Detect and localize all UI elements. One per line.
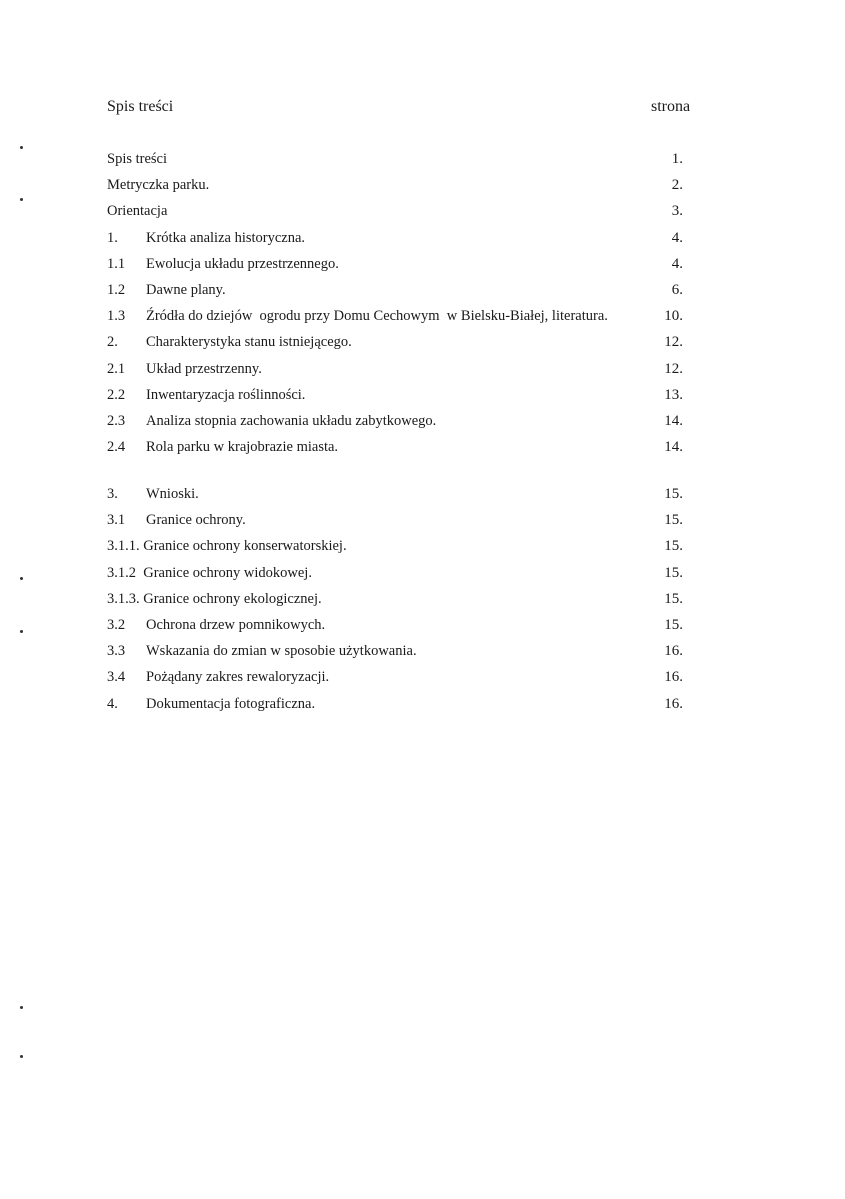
scan-speck bbox=[20, 1006, 23, 1009]
toc-heading: Spis treści bbox=[107, 98, 174, 115]
toc-entry-page: 6. bbox=[671, 281, 683, 298]
toc-entry-title: Dokumentacja fotograficzna. bbox=[146, 695, 316, 712]
toc-entry-page: 3. bbox=[671, 203, 683, 220]
toc-entry-title: Krótka analiza historyczna. bbox=[146, 229, 306, 246]
toc-entry-page: 16. bbox=[664, 669, 683, 686]
toc-entry-page: 4. bbox=[671, 229, 683, 246]
toc-entry-title: 3.1.2 Granice ochrony widokowej. bbox=[107, 564, 312, 581]
page-column-heading: strona bbox=[651, 98, 691, 115]
toc-entry-title: Metryczka parku. bbox=[107, 177, 210, 194]
toc-entry-page: 15. bbox=[664, 538, 683, 555]
scan-speck bbox=[20, 146, 23, 149]
toc-entry-title: Spis treści bbox=[107, 151, 168, 167]
toc-entry-title: Źródła do dziejów ogrodu przy Domu Cechowym w Bielsku-Białej, literatura. bbox=[146, 308, 608, 325]
toc-entry bbox=[107, 615, 683, 641]
toc-entry-number: 3. bbox=[107, 486, 118, 502]
toc-entry-title: Wnioski. bbox=[146, 486, 199, 502]
toc-entry-page: 13. bbox=[664, 386, 683, 403]
toc-entry bbox=[107, 175, 683, 201]
toc-entry-page: 10. bbox=[664, 308, 683, 325]
toc-entry-page: 14. bbox=[664, 439, 683, 456]
toc-entry-number: 1.1 bbox=[107, 255, 126, 272]
toc-entry bbox=[107, 437, 683, 463]
toc-entry-page: 4. bbox=[671, 255, 683, 272]
toc-entry-page: 1. bbox=[671, 151, 683, 167]
toc-section-1 bbox=[107, 149, 683, 463]
toc-entry bbox=[107, 254, 683, 280]
toc-entry-title: Dawne plany. bbox=[146, 281, 226, 298]
toc-entry bbox=[107, 667, 683, 693]
toc-entry bbox=[107, 359, 683, 385]
toc-entry-page: 2. bbox=[671, 177, 683, 194]
toc-entry-page: 16. bbox=[664, 695, 683, 712]
scan-speck bbox=[20, 198, 23, 201]
toc-entry-page: 14. bbox=[664, 412, 683, 429]
toc-entry-title: Analiza stopnia zachowania układu zabytkowego. bbox=[146, 412, 437, 429]
toc-entry bbox=[107, 332, 683, 358]
toc-entry bbox=[107, 510, 683, 536]
toc-entry-number: 1.2 bbox=[107, 281, 126, 298]
toc-entry-title: Ewolucja układu przestrzennego. bbox=[146, 255, 339, 272]
toc-entry-number: 2.4 bbox=[107, 439, 126, 456]
toc-entry-title: Układ przestrzenny. bbox=[146, 360, 262, 377]
toc-entry-title: 3.1.3. Granice ochrony ekologicznej. bbox=[107, 590, 322, 607]
toc-entry-number: 3.4 bbox=[107, 669, 126, 686]
toc-entry-title: Granice ochrony. bbox=[146, 512, 246, 529]
toc-entry bbox=[107, 563, 683, 589]
toc-entry-number: 3.1 bbox=[107, 512, 126, 529]
toc-entry bbox=[107, 201, 683, 227]
toc-entry-number: 2. bbox=[107, 334, 118, 351]
toc-entry-page: 12. bbox=[664, 360, 683, 377]
toc-entry bbox=[107, 536, 683, 562]
toc-entry-number: 1. bbox=[107, 229, 118, 246]
toc-entry-number: 2.3 bbox=[107, 412, 126, 429]
toc-section-2 bbox=[107, 484, 683, 720]
toc-entry-page: 12. bbox=[664, 334, 683, 351]
toc-entry bbox=[107, 306, 683, 332]
toc-entry bbox=[107, 385, 683, 411]
toc-entry bbox=[107, 149, 683, 175]
toc-entry bbox=[107, 694, 683, 720]
toc-entry-page: 15. bbox=[664, 590, 683, 607]
toc-entry-title: Orientacja bbox=[107, 203, 168, 220]
toc-entry bbox=[107, 228, 683, 254]
scan-speck bbox=[20, 577, 23, 580]
toc-entry bbox=[107, 411, 683, 437]
toc-entry-page: 15. bbox=[664, 564, 683, 581]
toc-entry-title: Charakterystyka stanu istniejącego. bbox=[146, 334, 352, 351]
toc-entry-title: Inwentaryzacja roślinności. bbox=[146, 386, 306, 403]
toc-entry-number: 3.3 bbox=[107, 643, 126, 660]
toc-entry bbox=[107, 641, 683, 667]
toc-entry-number: 4. bbox=[107, 695, 118, 712]
toc-entry-page: 15. bbox=[664, 486, 683, 502]
toc-entry-page: 16. bbox=[664, 643, 683, 660]
toc-entry-number: 3.2 bbox=[107, 616, 126, 633]
scan-speck bbox=[20, 1055, 23, 1058]
toc-entry-title: Wskazania do zmian w sposobie użytkowania. bbox=[146, 643, 417, 660]
toc-entry-number: 1.3 bbox=[107, 308, 126, 325]
toc-entry bbox=[107, 589, 683, 615]
toc-entry-number: 2.1 bbox=[107, 360, 126, 377]
toc-entry bbox=[107, 280, 683, 306]
toc-entry-page: 15. bbox=[664, 616, 683, 633]
scan-speck bbox=[20, 630, 23, 633]
toc-entry-number: 2.2 bbox=[107, 386, 126, 403]
toc-entry-title: Rola parku w krajobrazie miasta. bbox=[146, 439, 339, 456]
toc-entry-title: Pożądany zakres rewaloryzacji. bbox=[146, 669, 330, 686]
toc-entry-title: Ochrona drzew pomnikowych. bbox=[146, 616, 326, 633]
toc-entry bbox=[107, 484, 683, 510]
toc-entry-title: 3.1.1. Granice ochrony konserwatorskiej. bbox=[107, 538, 347, 555]
toc-entry-page: 15. bbox=[664, 512, 683, 529]
